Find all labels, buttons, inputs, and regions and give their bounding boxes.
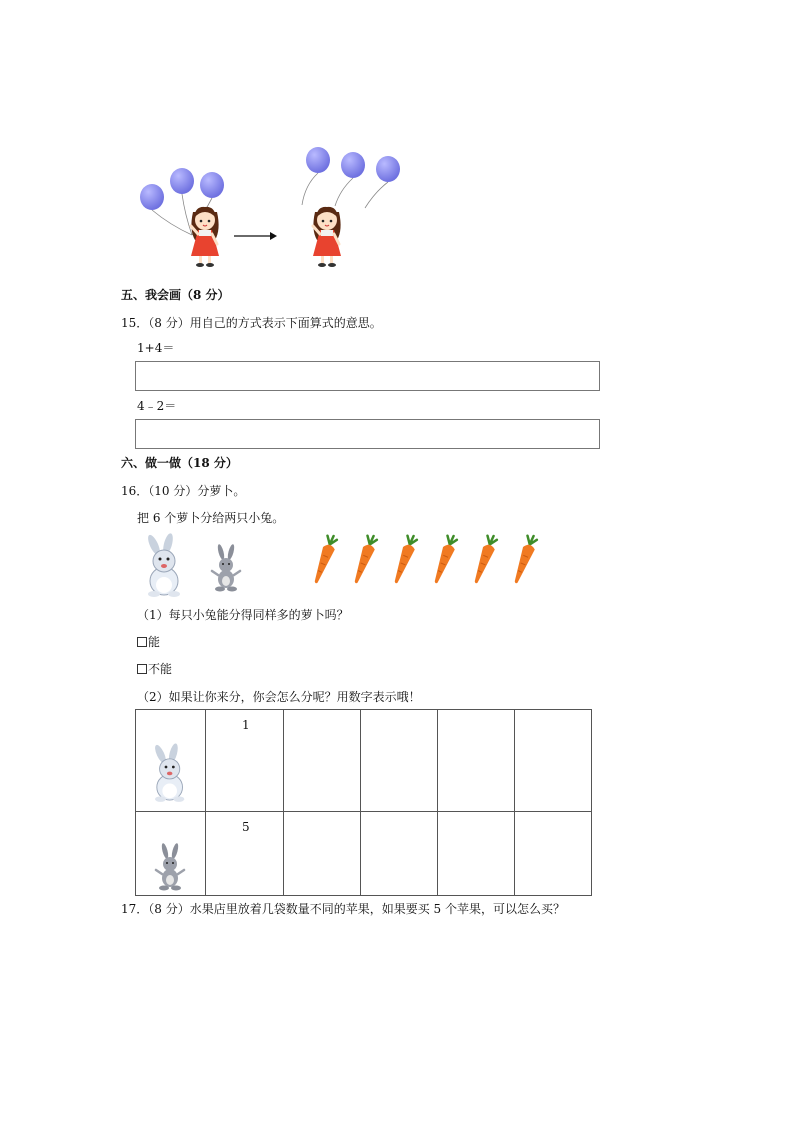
question-15-prompt: 15．（8 分）用自己的方式表示下面算式的意思。 [121, 316, 382, 330]
table-cell-1-5[interactable] [515, 710, 592, 812]
table-cell-2-3[interactable] [361, 812, 438, 896]
table-cell-2-1 [206, 812, 284, 896]
arrow-right-icon [234, 232, 277, 240]
option-no[interactable] [137, 661, 172, 677]
balloon-illustration [130, 140, 410, 275]
big-rabbit-icon [144, 740, 199, 806]
checkbox-yes[interactable] [137, 637, 147, 647]
carrots-row [314, 538, 544, 584]
question-16-intro: 把 6 个萝卜分给两只小兔。 [137, 511, 285, 525]
big-rabbit-cell [136, 710, 206, 812]
expression-1: 1+4＝ [137, 341, 175, 355]
section-six-title: 六、做一做（18 分） [121, 456, 238, 470]
carrot-icon [314, 534, 337, 585]
balloon-icon [376, 156, 400, 182]
small-rabbit-icon [154, 842, 188, 892]
question-16-prompt: 16．（10 分）分萝卜。 [121, 484, 246, 498]
table-cell-2-5[interactable] [515, 812, 592, 896]
girl-balloons-flying-away [302, 147, 400, 267]
carrot-icon [394, 534, 417, 585]
answer-box-1[interactable] [135, 361, 600, 391]
section-five-title: 五、我会画（8 分） [121, 288, 230, 302]
big-rabbit-icon [136, 533, 196, 598]
balloon-icon [170, 168, 194, 194]
question-16-sub2: （2）如果让你来分，你会怎么分呢？用数字表示哦！ [137, 690, 421, 704]
girl-holding-balloons [140, 168, 224, 267]
cell-number: 5 [242, 820, 250, 834]
division-table [135, 709, 592, 896]
carrot-icon [514, 534, 537, 585]
carrot-icon [354, 534, 377, 585]
option-yes[interactable] [137, 634, 160, 650]
small-rabbit-cell [136, 812, 206, 896]
checkbox-no[interactable] [137, 664, 147, 674]
balloon-icon [341, 152, 365, 178]
expression-2: 4﹣2＝ [137, 399, 177, 413]
cell-number: 1 [242, 718, 250, 732]
balloon-icon [200, 172, 224, 198]
table-cell-2-4[interactable] [438, 812, 515, 896]
option-no-label: 不能 [148, 662, 173, 676]
balloon-icon [140, 184, 164, 210]
table-row [136, 812, 592, 896]
option-yes-label: 能 [148, 635, 161, 649]
question-16-sub1: （1）每只小兔能分得同样多的萝卜吗？ [137, 608, 349, 622]
balloon-icon [306, 147, 330, 173]
table-row [136, 710, 592, 812]
table-cell-1-2[interactable] [284, 710, 361, 812]
table-cell-2-2[interactable] [284, 812, 361, 896]
table-cell-1-1 [206, 710, 284, 812]
small-rabbit-icon [210, 543, 244, 593]
carrot-icon [474, 534, 497, 585]
answer-box-2[interactable] [135, 419, 600, 449]
carrot-icon [434, 534, 457, 585]
table-cell-1-4[interactable] [438, 710, 515, 812]
table-cell-1-3[interactable] [361, 710, 438, 812]
question-17-prompt: 17．（8 分）水果店里放着几袋数量不同的苹果，如果要买 5 个苹果，可以怎么买？ [121, 902, 565, 916]
